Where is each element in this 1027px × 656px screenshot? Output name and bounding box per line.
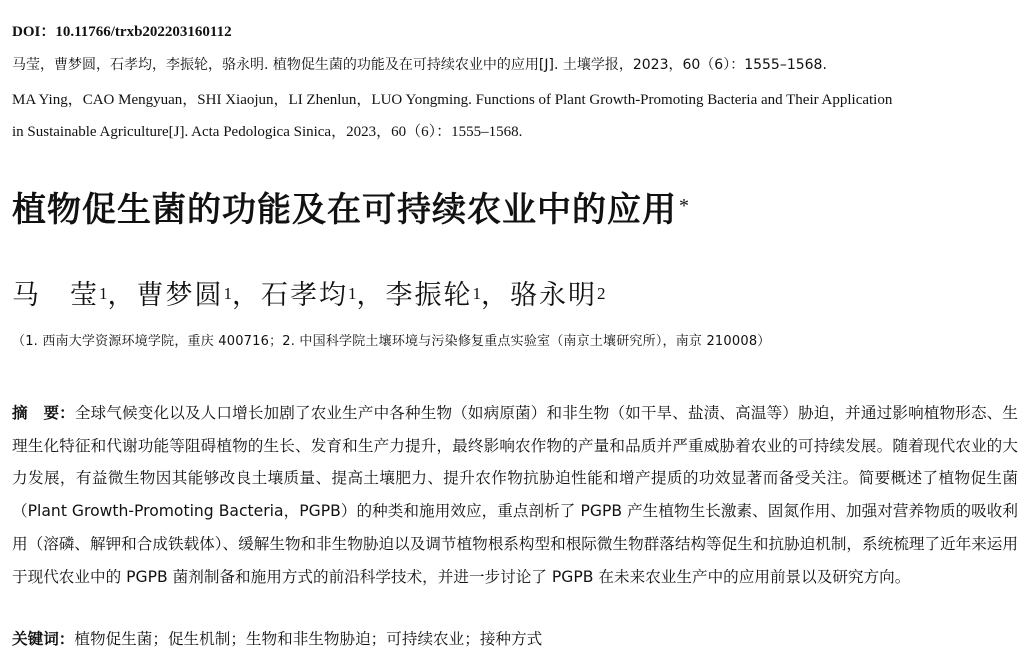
citation-english-line-1: MA Ying，CAO Mengyuan，SHI Xiaojun，LI Zhenlun，LUO Yongming. Functions of Plant Growth-Promoting Bacteria and Their Application [12,92,893,108]
author-affiliation-mark: 1 [472,284,481,303]
author-separator: ， [107,280,137,311]
citation-chinese: 马莹，曹梦圆，石孝均，李振轮，骆永明. 植物促生菌的功能及在可持续农业中的应用[J]. 土壤学报，2023，60（6）：1555–1568. [12,57,827,73]
citation-english-line-2: in Sustainable Agriculture[J]. Acta Pedologica Sinica，2023，60（6）：1555–1568. [12,124,523,140]
title-footnote-mark: * [679,195,690,217]
author-affiliation-mark: 2 [597,284,606,303]
doi-line: DOI：10.11766/trxb202203160112 [12,24,232,40]
author-separator: ， [481,280,510,311]
author-separator: ， [356,280,386,311]
keywords [12,627,542,649]
author-affiliation-mark: 1 [348,284,357,303]
author-affiliation-mark: 1 [99,284,108,303]
author-affiliation-mark: 1 [223,284,232,303]
abstract-text: 全球气候变化以及人口增长加剧了农业生产中各种生物（如病原菌）和非生物（如干旱、盐渍、高温等）胁迫，并通过影响植物形态、生理生化特征和代谢功能等阻碍植物的生长、发育和生产力提升，最终影响农作物的产量和品质并严重威胁着农业的可持续发展。随着现代农业的大力发展，有益微生物因其能够改良土壤质量、提高土壤肥力、提升农作物抗胁迫性能和增产提质的功效显著而备受关注。简要概述了植物促生菌（Plant Growth-Promoting Bacteria，PGPB）的种类和施用效应，重点剖析了 PGPB 产生植物生长激素、固氮作用、加强对营养物质的吸收利用（溶磷、解钾和合成铁载体）、缓解生物和非生物胁迫以及调节植物根系构型和根际微生物群落结构等促生和抗胁迫机制，系统梳理了近年来运用于现代农业中的 PGPB 菌剂制备和施用方式的前沿科学技术，并进一步讨论了 PGPB 在未来农业生产中的应用前景以及研究方向。 [12,404,1018,586]
author-name: 骆永明 [510,280,597,311]
paper-title-text: 植物促生菌的功能及在可持续农业中的应用 [12,190,677,230]
author-name: 石孝均 [261,280,348,311]
keywords-label: 关键词： [12,630,75,648]
author-name: 曹梦圆 [136,280,224,311]
author-name: 李振轮 [385,280,473,311]
author-name: 马 莹 [12,280,99,311]
keywords-text: 植物促生菌；促生机制；生物和非生物胁迫；可持续农业；接种方式 [74,630,543,648]
paper-title [12,188,688,232]
affiliations: （1. 西南大学资源环境学院，重庆 400716；2. 中国科学院土壤环境与污染修复重点实验室（南京土壤研究所），南京 210008） [12,334,771,349]
author-separator: ， [232,280,261,311]
abstract [12,397,1018,593]
author-list [12,276,606,316]
abstract-label: 摘 要： [12,404,75,422]
